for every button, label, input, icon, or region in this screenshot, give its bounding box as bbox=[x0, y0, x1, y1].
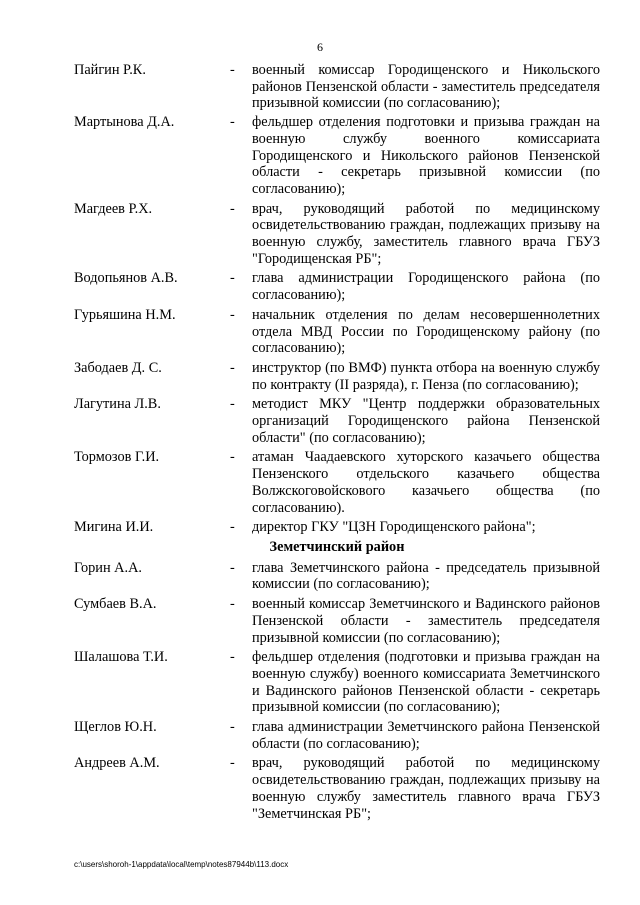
list-item bbox=[74, 649, 600, 716]
list-item bbox=[74, 755, 600, 822]
list-item bbox=[74, 719, 600, 752]
person-name: Тормозов Г.И. bbox=[74, 449, 160, 466]
dash: - bbox=[230, 559, 235, 576]
person-name: Пайгин Р.К. bbox=[74, 62, 146, 78]
file-path-footer: c:\users\shoroh-1\appdata\local\temp\notes87944b\113.docx bbox=[74, 860, 289, 869]
list-item bbox=[74, 560, 600, 593]
dash: - bbox=[230, 755, 235, 772]
person-name: Мигина И.И. bbox=[74, 519, 154, 536]
dash: - bbox=[230, 62, 235, 78]
person-position: фельдшер отделения подготовки и призыва граждан на военную службу военного комиссариата Городищенского и Никольского районов Пензенской области - секретарь призывной комиссии (по согласованию); bbox=[252, 114, 600, 197]
dash: - bbox=[230, 359, 235, 376]
list-item bbox=[74, 201, 600, 268]
person-name: Щеглов Ю.Н. bbox=[74, 719, 157, 736]
person-position: глава администрации Земетчинского района Пензенской области (по согласованию); bbox=[252, 719, 600, 752]
dash: - bbox=[230, 649, 235, 666]
list-item bbox=[74, 270, 600, 303]
person-position: военный комиссар Городищенского и Никольского районов Пензенской области - заместитель председателя призывной комиссии (по согласованию); bbox=[252, 62, 600, 112]
person-position: атаман Чаадаевского хуторского казачьего общества Пензенского отдельского казачьего общества Волжскоговойскового казачьего общества (по согласованию). bbox=[252, 449, 600, 516]
person-position: начальник отделения по делам несовершеннолетних отдела МВД России по Городищенскому району (по согласованию); bbox=[252, 306, 600, 357]
person-name: Магдеев Р.Х. bbox=[74, 200, 153, 217]
list-item bbox=[74, 596, 600, 646]
list-item bbox=[74, 62, 600, 112]
person-name: Забодаев Д. С. bbox=[74, 359, 162, 376]
list-item bbox=[74, 360, 600, 393]
dash: - bbox=[230, 596, 235, 613]
person-position: глава Земетчинского района - председатель призывной комиссии (по согласованию); bbox=[252, 559, 600, 593]
dash: - bbox=[230, 396, 235, 413]
person-position: глава администрации Городищенского района (по согласованию); bbox=[252, 270, 600, 304]
person-name: Шалашова Т.И. bbox=[74, 649, 168, 666]
person-name: Водопьянов А.В. bbox=[74, 270, 178, 287]
person-name: Горин А.А. bbox=[74, 559, 142, 576]
dash: - bbox=[230, 306, 235, 323]
person-position: фельдшер отделения (подготовки и призыва граждан на военную службу) военного комиссариата Земетчинского и Вадинского районов Пензенской области - секретарь призывной комиссии (по согласованию); bbox=[252, 649, 600, 716]
list-item bbox=[74, 449, 600, 516]
person-position: инструктор (по ВМФ) пункта отбора на военную службу по контракту (II разряда), г. Пенза (по согласованию); bbox=[252, 359, 600, 393]
person-name: Андреев А.М. bbox=[74, 755, 160, 772]
section-title: Земетчинский район bbox=[269, 538, 405, 555]
person-position: методист МКУ "Центр поддержки образовательных организаций Городищенского района Пензенской области" (по согласованию); bbox=[252, 396, 600, 446]
page-number: 6 bbox=[317, 40, 323, 54]
list-item bbox=[74, 519, 600, 536]
dash: - bbox=[230, 449, 235, 466]
person-position: директор ГКУ "ЦЗН Городищенского района"; bbox=[252, 519, 536, 536]
dash: - bbox=[230, 719, 235, 736]
dash: - bbox=[230, 519, 235, 536]
list-item bbox=[74, 114, 600, 198]
dash: - bbox=[230, 200, 235, 217]
commission-list bbox=[74, 62, 600, 822]
person-position: врач, руководящий работой по медицинскому освидетельствованию граждан, подлежащих призыву на военную службу заместитель главного врача ГБУЗ "Земетчинская РБ"; bbox=[252, 755, 600, 822]
person-name: Мартынова Д.А. bbox=[74, 114, 175, 131]
list-item bbox=[74, 396, 600, 446]
dash: - bbox=[230, 114, 235, 131]
person-name: Гурьяшина Н.М. bbox=[74, 306, 176, 323]
person-name: Лагутина Л.В. bbox=[74, 396, 161, 413]
list-item bbox=[74, 307, 600, 357]
person-position: врач, руководящий работой по медицинскому освидетельствованию граждан, подлежащих призыву на военную службу, заместитель главного врача ГБУЗ "Городищенская РБ"; bbox=[252, 200, 600, 267]
person-name: Сумбаев В.А. bbox=[74, 596, 157, 613]
person-position: военный комиссар Земетчинского и Вадинского районов Пензенской области - заместитель председателя призывной комиссии (по согласованию); bbox=[252, 596, 600, 646]
dash: - bbox=[230, 270, 235, 287]
